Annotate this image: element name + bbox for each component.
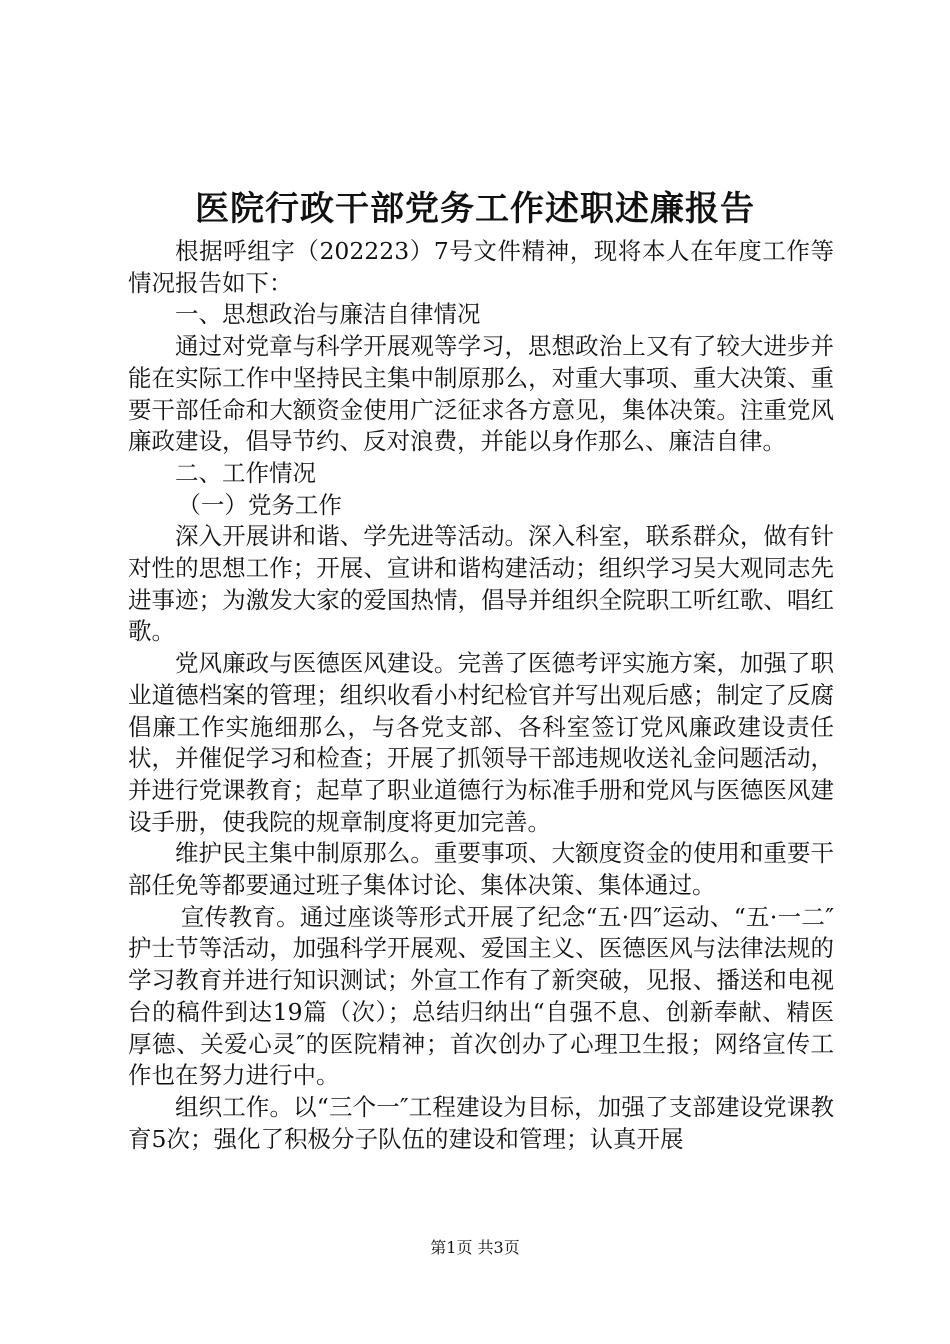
document-title: 医院行政干部党务工作述职述廉报告 [195, 189, 755, 229]
paragraph-organization: 组织工作。以“三个一″工程建设为目标，加强了支部建设党课教育5次；强化了积极分子队伍的建设和管理；认真开展 [128, 1092, 834, 1153]
paragraph-integrity: 党风廉政与医德医风建设。完善了医德考评实施方案，加强了职业道德档案的管理；组织收看小村纪检官并写出观后感；制定了反腐倡廉工作实施细那么，与各党支部、各科室签订党风廉政建设责任状，并催促学习和检查；开展了抓领导干部违规收送礼金问题活动，并进行党课教育；起草了职业道德行为标准手册和党风与医德医风建设手册，使我院的规章制度将更加完善。 [128, 649, 834, 836]
section-heading-1: 一、思想政治与廉洁自律情况 [175, 300, 481, 329]
document-body [128, 236, 834, 1155]
subsection-heading-1: （一）党务工作 [177, 490, 342, 519]
paragraph-political: 通过对党章与科学开展观等学习，思想政治上又有了较大进步并能在实际工作中坚持民主集中制原那么，对重大事项、重大决策、重要干部任命和大额资金使用广泛征求各方意见，集体决策。注重党风廉政建设，倡导节约、反对浪费，并能以身作那么、廉洁自律。 [128, 332, 834, 456]
paragraph-intro: 根据呼组字（202223）7号文件精神，现将本人在年度工作等情况报告如下： [128, 237, 834, 297]
paragraph-democracy: 维护民主集中制原那么。重要事项、大额度资金的使用和重要干部任免等都要通过班子集体讨论、集体决策、集体通过。 [128, 839, 834, 900]
paragraph-publicity: 宣传教育。通过座谈等形式开展了纪念“五·四″运动、“五·一二″护士节等活动，加强科学开展观、爱国主义、医德医风与法律法规的学习教育并进行知识测试；外宣工作有了新突破，见报、播送和电视台的稿件到达19篇（次）；总结归纳出“自强不息、创新奉献、精医厚德、关爱心灵″的医院精神；首次创办了心理卫生报；网络宣传工作也在努力进行中。 [128, 902, 834, 1090]
section-heading-2: 二、工作情况 [175, 458, 316, 487]
paragraph-activities: 深入开展讲和谐、学先进等活动。深入科室，联系群众，做有针对性的思想工作；开展、宣讲和谐构建活动；组织学习吴大观同志先进事迹；为激发大家的爱国热情，倡导并组织全院职工听红歌、唱红歌。 [128, 522, 834, 646]
page-number: 第1页 共3页 [430, 1238, 520, 1257]
